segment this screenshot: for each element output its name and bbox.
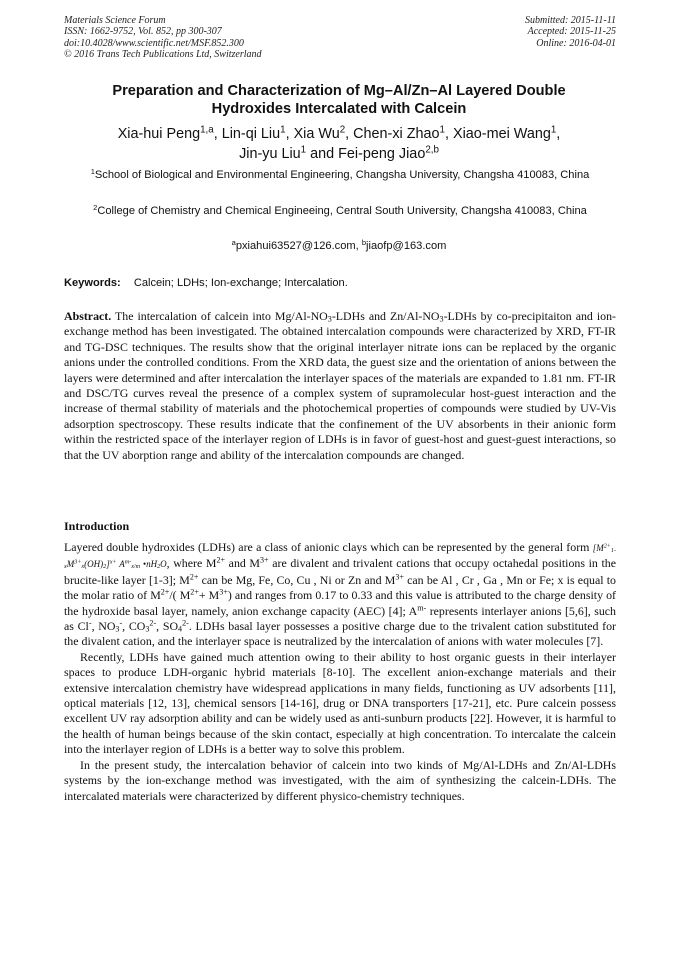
- intro-text: /( M: [169, 588, 191, 603]
- intro-text: and M: [225, 556, 261, 571]
- author-name: Xiao-mei Wang: [453, 126, 551, 142]
- intro-sup: 2+: [189, 572, 199, 582]
- journal-name: Materials Science Forum: [64, 15, 166, 26]
- formula-sub: 2: [157, 564, 161, 571]
- author-sup: 1,a: [200, 124, 214, 136]
- formula-sub: 2: [103, 564, 107, 571]
- formula-sub: 1-x: [64, 548, 616, 571]
- author-name: Jin-yu Liu: [239, 146, 301, 162]
- keywords-text: Calcein; LDHs; Ion-exchange; Intercalation.: [133, 277, 348, 289]
- intro-text: can be Al , Cr , Ga , Mn or Fe; x is equal to the molar ratio of M: [64, 572, 616, 603]
- intro-paragraph-3: In the present study, the intercalation behavior of calcein into two kinds of Mg/Al-LDHs and Zn/Al-LDHs systems by the ion-exchange method was investigated, with the aim of synthesizing the calcein-LDHs. The intercalated materials were characterized by different physico-chemistry techniques.: [64, 757, 616, 803]
- author-name: Fei-peng Jiao: [338, 146, 426, 162]
- formula-sub: x/m: [131, 564, 141, 571]
- journal-doi[interactable]: doi:10.4028/www.scientific.net/MSF.852.300: [64, 37, 244, 49]
- abstract-text: -LDHs and Zn/Al-NO: [331, 309, 440, 323]
- submission-dates: [525, 15, 616, 49]
- intro-text: are divalent and trivalent cations that occupy octahedal positions in the brucite-like layer [1-3]; M: [64, 556, 616, 587]
- author-sup: 2: [339, 124, 346, 136]
- intro-sup: -: [88, 618, 92, 628]
- intro-sub: 3: [145, 624, 150, 634]
- intro-sup: 3+: [219, 587, 228, 597]
- author-name: Xia-hui Peng: [117, 126, 201, 142]
- formula-part: (OH): [84, 559, 104, 570]
- affiliation-2: [70, 203, 610, 219]
- formula-part: ]: [106, 559, 110, 570]
- online-date: Online: 2016-04-01: [536, 37, 616, 49]
- intro-sup: 2-: [149, 618, 157, 628]
- formula-sup: x+: [109, 560, 117, 567]
- intro-sup: 2+: [216, 555, 226, 565]
- introduction-body: [64, 540, 616, 804]
- affiliation-text: School of Biological and Environmental Engineering, Changsha University, Changsha 410083, China: [94, 169, 590, 181]
- abstract-sub: 3: [439, 314, 444, 324]
- intro-text: , CO: [122, 619, 146, 634]
- author-emails: [60, 239, 618, 253]
- accepted-date: Accepted: 2015-11-25: [527, 26, 616, 38]
- intro-text: Layered double hydroxides (LDHs) are a class of anionic clays which can be represented by the general form: [64, 540, 590, 554]
- formula-part: A: [116, 559, 125, 570]
- affiliation-text: College of Chemistry and Chemical Engineeing, Central South University, Changsha 410083, China: [97, 205, 587, 217]
- paper-title: [60, 82, 618, 118]
- intro-sup: 2-: [182, 618, 189, 628]
- email-a[interactable]: pxiahui63527@126.com,: [235, 240, 359, 252]
- abstract-text: The intercalation of calcein into Mg/Al-NO: [115, 309, 328, 323]
- formula-sup: m-: [124, 560, 132, 567]
- intro-paragraph-2: Recently, LDHs have gained much attention owing to their ability to host organic guests in their interlayer spaces to produce LDH-organic hybrid materials [8-10]. The excellent anion-exchange materials and their extensive intercalation chemistry have widespread applications in many fields, functioning as UV adsorbents [11], optical materials [12, 13], chemical sensors [14-16], drug or DNA transporters [17-21], etc. Pure calcein possess excellent UV ray adsorption ability and can be widely used as anti-sunburn products [22]. However, it is harmful to the health of human beings because of the skin contact, especially at high concentration. To intercalate the calcein into the interlayer region of LDHs is a better way to solve this problem.: [64, 649, 616, 757]
- author-sup: 2,b: [425, 144, 439, 156]
- author-sup: 1: [439, 124, 445, 136]
- intro-text: ) and ranges from 0.17 to 0.33 and this value is attributed to the charge density of the hydroxide basal layer, namely, anion exchange capacity (AEC) [4]; A: [64, 588, 617, 618]
- abstract-sub: 3: [327, 314, 332, 324]
- author-list: Xia-hui Peng$^{1,a}$, Lin-qi Liu$^1$, Xia Wu$^2$, Chen-xi Zhao$^1$, Xiao-mei Wang$^1$, Jin-yu Liu$^1$ and Fei-peng Jiao$^{2,b}$: [117, 124, 561, 162]
- intro-text: , where M: [166, 556, 217, 571]
- intro-sup: -: [119, 618, 123, 628]
- intro-paragraph-1: [64, 540, 616, 650]
- submitted-date: Submitted: 2015-11-11: [524, 15, 616, 26]
- abstract-label: Abstract.: [64, 309, 112, 323]
- journal-info: [64, 15, 262, 61]
- author-name: Lin-qi Liu: [221, 126, 281, 142]
- intro-text: , SO: [156, 619, 179, 634]
- intro-sup: 2+: [160, 587, 170, 597]
- section-heading-introduction: Introduction: [64, 519, 130, 533]
- intro-text: , NO: [91, 619, 116, 634]
- abstract: [64, 309, 616, 463]
- author-name: Xia Wu: [293, 126, 340, 142]
- formula-part: •nH: [140, 559, 158, 570]
- formula-sup: 2+: [603, 543, 611, 550]
- intro-sup: m-: [417, 603, 427, 613]
- intro-sup: 3+: [395, 572, 404, 582]
- email-sup: a: [231, 237, 236, 247]
- journal-issn: ISSN: 1662-9752, Vol. 852, pp 300-307: [64, 26, 222, 38]
- intro-text: + M: [198, 588, 220, 603]
- author-conjunction: and: [310, 146, 335, 162]
- intro-sup: 3+: [260, 555, 269, 565]
- formula-sub: x: [81, 564, 85, 571]
- intro-text: represents interlayer anions [5,6], such as Cl: [64, 603, 616, 634]
- keywords-label: Keywords:: [64, 277, 121, 289]
- title-line-1: Preparation and Characterization of Mg–Al/Zn–Al Layered Double: [112, 83, 566, 99]
- keywords: [64, 276, 616, 290]
- affiliation-1: [70, 167, 610, 183]
- abstract-text: -LDHs by co-precipitaiton and ion-exchange method has been investigated. The obtained intercalation compounds were characterized by XRD, FT-IR and TG-DSC techniques. The results show that the original interlayer nitrate ions can be replaced by the organic anions under the controlled conditions. From the XRD data, the guest size and the orientation of anions between the layers were determined and after intercalation the interlayer spaces of the materials are expanded to 1.81 nm. FT-IR and DSC/TG curves reveal the presence of a complex system of supramolecular host-guest interaction and the increase of thermal stability of materials and the photochemical properties of compounds were studied by UV-Vis adsorption spectroscopy. These results indicate that the confinement of the UV absorbents in their anionic form within the restricted space of the interlayer region of LDHs is in favor of guest-host and guest-guest interactions, so that the UV aborption range and ability of the intercalation compounds are changed.: [64, 309, 617, 462]
- formula-part: M: [66, 559, 75, 570]
- intro-sub: 4: [178, 624, 183, 634]
- affiliation-sup: 1: [90, 166, 95, 176]
- intro-text: . LDHs basal layer possesses a positive charge due to the trivalent cation substituted for the divalent cation, and the interlayer space is neutralized by the intercalation of anions with water molecules [7].: [64, 619, 616, 649]
- formula-part: O: [160, 559, 167, 570]
- intro-sup: 2+: [190, 587, 199, 597]
- affiliation-sup: 2: [93, 202, 98, 212]
- intro-text: can be Mg, Fe, Co, Cu , Ni or Zn and M: [198, 572, 396, 587]
- email-b[interactable]: jiaofp@163.com: [366, 240, 447, 252]
- author-sup: 1: [280, 124, 286, 136]
- formula-sup: 3+: [74, 560, 82, 567]
- author-sup: 1: [550, 124, 557, 136]
- title-line-2: Hydroxides Intercalated with Calcein: [211, 101, 467, 117]
- journal-copyright: © 2016 Trans Tech Publications Ltd, Switzerland: [64, 49, 262, 61]
- author-sup: 1: [300, 144, 307, 156]
- intro-sub: 3: [115, 624, 120, 634]
- formula-part: [M: [592, 543, 604, 553]
- email-sup: b: [361, 237, 367, 247]
- author-name: Chen-xi Zhao: [353, 126, 440, 142]
